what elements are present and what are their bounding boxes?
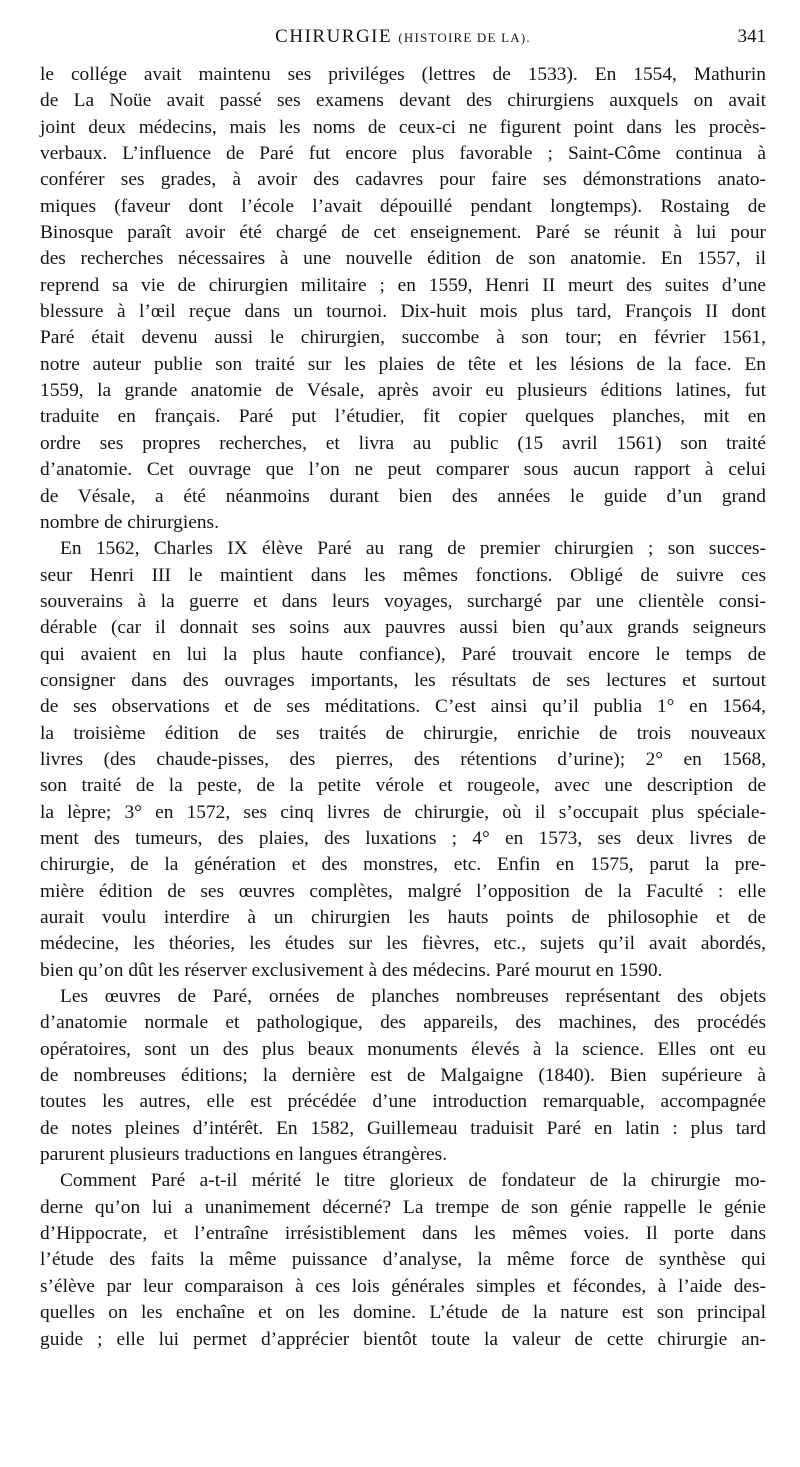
paragraph — [40, 984, 766, 1168]
text-line: derne qu’on lui a unanimement décerné? La trempe de son génie rappelle le génie — [40, 1196, 766, 1218]
running-title-subtitle: (HISTOIRE DE LA). — [398, 30, 531, 45]
text-line: la troisième édition de ses traités de chirurgie, enrichie de trois nouveaux — [40, 722, 766, 744]
text-line: toutes les autres, elle est précédée d’une introduction remarquable, accompagnée — [40, 1091, 766, 1113]
text-line: de La Noüe avait passé ses examens devant des chirurgiens auxquels on avait — [40, 90, 766, 112]
text-line: seur Henri III le maintient dans les mêmes fonctions. Obligé de suivre ces — [40, 564, 766, 586]
text-line: consigner dans des ouvrages importants, les résultats de ses lectures et surtout — [40, 669, 766, 691]
text-line: de Vésale, a été néanmoins durant bien des années le guide d’un grand — [40, 485, 766, 507]
text-line: dérable (car il donnait ses soins aux pauvres aussi bien qu’aux grands seigneurs — [40, 617, 766, 639]
running-title-main: CHIRURGIE — [275, 26, 393, 47]
text-line: parurent plusieurs traductions en langues étrangères. — [40, 1144, 448, 1166]
text-line: Paré était devenu aussi le chirurgien, succombe à son tour; en février 1561, — [40, 327, 766, 349]
paragraph — [40, 62, 766, 536]
text-line: d’anatomie normale et pathologique, des appareils, des machines, des procédés — [40, 1012, 766, 1034]
text-line: qui avaient en lui la plus haute confiance), Paré trouvait encore le temps de — [40, 643, 766, 665]
paragraph — [40, 536, 766, 984]
text-line: aurait voulu interdire à un chirurgien les hauts points de philosophie et de — [40, 907, 766, 928]
text-line: ment des tumeurs, des plaies, des luxations ; 4° en 1573, ses deux livres de — [40, 827, 766, 849]
text-line: bien qu’on dût les réserver exclusivement à des médecins. Paré mourut en 1590. — [40, 959, 663, 981]
text-line: quelles on les enchaîne et on les domine. L’étude de la nature est son principal — [40, 1302, 766, 1324]
text-line: guide ; elle lui permet d’apprécier bientôt toute la valeur de cette chirurgie an- — [40, 1328, 766, 1350]
text-line: verbaux. L’influence de Paré fut encore plus favorable ; Saint-Côme continua à — [40, 143, 766, 165]
running-header — [40, 26, 766, 62]
text-line: chirurgie, de la génération et des monstres, etc. Enfin en 1575, parut la pre- — [40, 854, 766, 876]
text-line: 1559, la grande anatomie de Vésale, après avoir eu plusieurs éditions latines, fut — [40, 380, 766, 402]
text-line: joint deux médecins, mais les noms de ceux-ci ne figurent point dans les procès- — [40, 116, 766, 138]
text-line: conférer ses grades, à avoir des cadavres pour faire ses démonstrations anato- — [40, 169, 766, 191]
text-line: Binosque paraît avoir été chargé de cet enseignement. Paré se réunit à lui pour — [40, 222, 766, 244]
text-line: de nombreuses éditions; la dernière est de Malgaigne (1840). Bien supérieure à — [40, 1065, 766, 1087]
text-line: notre auteur publie son traité sur les plaies de tête et les lésions de la face. En — [40, 353, 766, 375]
body-text — [40, 62, 766, 1353]
text-line: traduite en français. Paré put l’étudier, fit copier quelques planches, mit en — [40, 406, 766, 428]
text-line: souverains à la guerre et dans leurs voyages, surchargé par une clientèle consi- — [40, 590, 766, 612]
text-line: miques (faveur dont l’école l’avait dépouillé pendant longtemps). Rostaing de — [40, 195, 766, 217]
text-line: livres (des chaude-pisses, des pierres, des rétentions d’urine); 2° en 1568, — [40, 748, 766, 770]
text-line: reprend sa vie de chirurgien militaire ; en 1559, Henri II meurt des suites d’une — [40, 274, 766, 296]
text-line: En 1562, Charles IX élève Paré au rang de premier chirurgien ; son succes- — [60, 538, 766, 560]
text-line: Comment Paré a-t-il mérité le titre glorieux de fondateur de la chirurgie mo- — [60, 1170, 766, 1192]
text-line: ordre ses propres recherches, et livra au public (15 avril 1561) son traité — [40, 432, 766, 454]
text-line: médecine, les théories, les études sur les fièvres, etc., sujets qu’il avait abordés, — [40, 933, 766, 955]
text-line: d’anatomie. Cet ouvrage que l’on ne peut comparer sous aucun rapport à celui — [40, 459, 766, 481]
text-line: d’Hippocrate, et l’entraîne irrésistiblement dans les mêmes voies. Il porte dans — [40, 1223, 766, 1245]
text-line: s’élève par leur comparaison à ces lois générales simples et fécondes, à l’aide des- — [40, 1275, 766, 1297]
text-line: Les œuvres de Paré, ornées de planches nombreuses représentant des objets — [60, 986, 766, 1008]
text-line: mière édition de ses œuvres complètes, malgré l’opposition de la Faculté : elle — [40, 880, 766, 902]
text-line: la lèpre; 3° en 1572, ses cinq livres de chirurgie, où il s’occupait plus spéciale- — [40, 801, 766, 823]
text-line: des recherches nécessaires à une nouvelle édition de son anatomie. En 1557, il — [40, 248, 766, 270]
text-line: de notes pleines d’intérêt. En 1582, Guillemeau traduisit Paré en latin : plus tard — [40, 1117, 766, 1139]
running-title — [40, 26, 766, 48]
text-line: l’étude des faits la même puissance d’analyse, la même force de synthèse qui — [40, 1249, 766, 1271]
text-line: nombre de chirurgiens. — [40, 511, 219, 533]
text-line: le collége avait maintenu ses priviléges (lettres de 1533). En 1554, Mathurin — [40, 64, 766, 85]
page-number: 341 — [737, 26, 766, 47]
text-line: blessure à l’œil reçue dans un tournoi. Dix-huit mois plus tard, François II dont — [40, 301, 766, 323]
text-line: de ses observations et de ses méditations. C’est ainsi qu’il publia 1° en 1564, — [40, 696, 766, 718]
footer-area — [40, 1418, 766, 1438]
text-line: son traité de la peste, de la petite vérole et rougeole, avec une description de — [40, 775, 766, 797]
book-page — [40, 26, 766, 1353]
text-line: opératoires, sont un des plus beaux monuments élevés à la science. Elles ont eu — [40, 1038, 766, 1060]
paragraph — [40, 1168, 766, 1352]
